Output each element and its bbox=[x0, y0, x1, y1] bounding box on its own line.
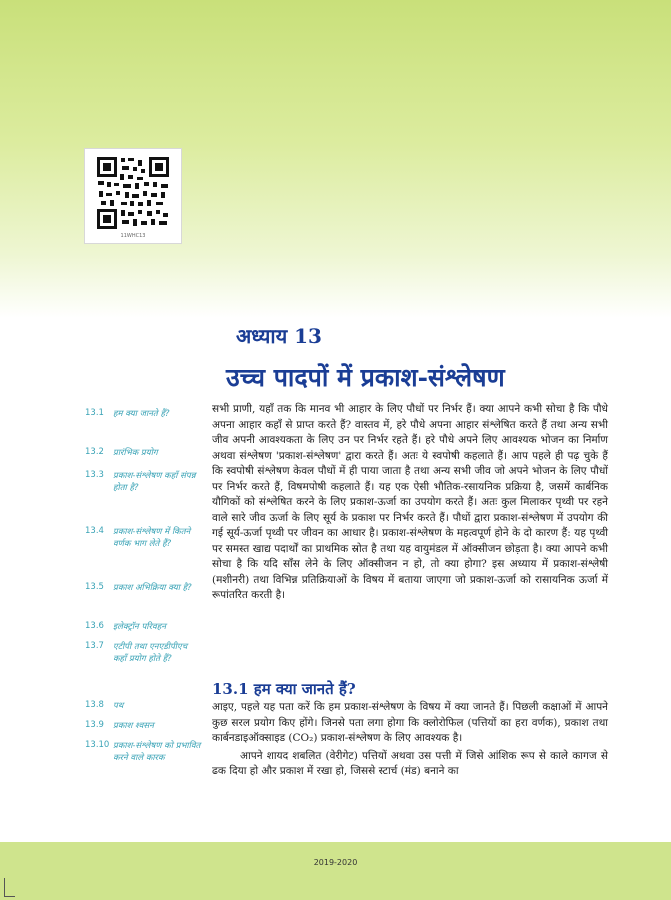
toc-number: 13.6 bbox=[85, 621, 104, 631]
footer-band bbox=[0, 842, 671, 900]
intro-text bbox=[212, 402, 608, 604]
toc-text: प्रकाश-संश्लेषण को प्रभावित करने वाले कारक bbox=[113, 741, 201, 763]
toc-number: 13.7 bbox=[85, 641, 104, 651]
toc-number: 13.9 bbox=[85, 720, 104, 730]
qr-caption: 11WHC13 bbox=[120, 233, 146, 239]
toc-text: प्रकाश-संश्लेषण कहाँ संपन्न होता है? bbox=[113, 471, 196, 493]
toc-number: 13.5 bbox=[85, 582, 104, 592]
chapter-label: अध्याय 13 bbox=[236, 324, 322, 348]
toc-number: 13.8 bbox=[85, 700, 104, 710]
section-paragraph: आपने शायद शबलित (वेरीगेट) पत्तियों अथवा उस पत्ती में जिसे आंशिक रूप से काले कागज से ढक दिया हो और प्रकाश में रखा हो, जिससे स्टार्च (मंड) बनाने का bbox=[212, 749, 608, 777]
toc-text: एटीपी तथा एनएडीपीएच कहाँ प्रयोग होते हैं? bbox=[113, 642, 188, 664]
qr-code-icon bbox=[95, 155, 171, 231]
crop-mark bbox=[4, 878, 15, 897]
chapter-title: उच्च पादपों में प्रकाश-संश्लेषण bbox=[226, 363, 505, 392]
toc-number: 13.4 bbox=[85, 526, 104, 536]
toc-number: 13.10 bbox=[85, 740, 110, 750]
toc-text: प्रकाश अभिक्रिया क्या है? bbox=[113, 583, 192, 593]
section-body bbox=[212, 700, 608, 780]
intro-paragraph: सभी प्राणी, यहाँ तक कि मानव भी आहार के लिए पौधों पर निर्भर हैं। क्या आपने कभी सोचा है कि पौधे अपना आहार कहाँ से प्राप्त करते हैं? वास्तव में, हरे पौधे अपना आहार संश्लेषित करते हैं तथा अन्य सभी जीव अपनी आवश्यकता के लिए उन पर निर्भर रहते हैं। हरे पौधे अपने लिए आवश्यक भोजन का निर्माण अथवा संश्लेषण 'प्रकाश-संश्लेषण' द्वारा करते हैं। अतः ये स्वपोषी कहलाते हैं। आप पहले ही पढ़ चुके हैं कि स्वपोषी संश्लेषण केवल पौधों में ही पाया जाता है तथा अन्य सभी जीव जो अपने भोजन के लिए पौधों पर निर्भर करते हैं, विषमपोषी कहलाते हैं। यह एक ऐसी भौतिक-रसायनिक प्रक्रिया है, जसमें कार्बनिक यौगिकों को संश्लेषित करने के लिए प्रकाश-ऊर्जा का उपयोग करते हैं। अतः कुल मिलाकर पृथ्वी पर रहने वाले सारे जीव ऊर्जा के लिए सूर्य के प्रकाश पर निर्भर करते हैं। पौधों द्वारा प्रकाश-संश्लेषण में उपयोग की गई सूर्य-ऊर्जा पृथ्वी पर जीवन का आधार है। प्रकाश-संश्लेषण के महत्वपूर्ण होने के दो कारण हैं: यह पृथ्वी पर समस्त खाद्य पदार्थों का प्राथमिक स्रोत है तथा यह वायुमंडल में ऑक्सीजन छोड़ता है। क्या आपने कभी सोचा है कि यदि साँस लेने के लिए ऑक्सीजन न हो, तो क्या होगा? इस अध्याय में प्रकाश-संश्लेषी (मशीनरी) तथा विभिन्न प्रतिक्रियाओं के विषय में बताया जाएगा जो प्रकाश-ऊर्जा को रासायनिक ऊर्जा में रूपांतरित करती है। bbox=[212, 403, 608, 601]
section-heading: 13.1 हम क्या जानते हैं? bbox=[212, 680, 356, 698]
toc-text: प्रारंभिक प्रयोग bbox=[113, 448, 158, 458]
toc-number: 13.2 bbox=[85, 447, 104, 457]
toc-number: 13.1 bbox=[85, 408, 104, 418]
toc-text: हम क्या जानते हैं? bbox=[113, 409, 170, 419]
toc-text: पथ bbox=[113, 701, 124, 711]
toc-text: प्रकाश श्वसन bbox=[113, 721, 154, 731]
toc-text: प्रकाश-संश्लेषण में कितने वर्णक भाग लेते हैं? bbox=[113, 527, 191, 549]
qr-code bbox=[84, 148, 182, 244]
footer-year: 2019-2020 bbox=[313, 858, 358, 867]
toc-number: 13.3 bbox=[85, 470, 104, 480]
section-paragraph: आइए, पहले यह पता करें कि हम प्रकाश-संश्लेषण के विषय में क्या जानते हैं। पिछली कक्षाओं में आपने कुछ सरल प्रयोग किए होंगे। जिनसे पता लगा होगा कि क्लोरोफिल (पत्तियों का हरा वर्णक), प्रकाश तथा कार्बनडाइऑक्साइड (CO₂) प्रकाश-संश्लेषण के लिए आवश्यक है। bbox=[212, 701, 608, 744]
toc-text: इलेक्ट्रॉन परिवहन bbox=[113, 622, 166, 632]
